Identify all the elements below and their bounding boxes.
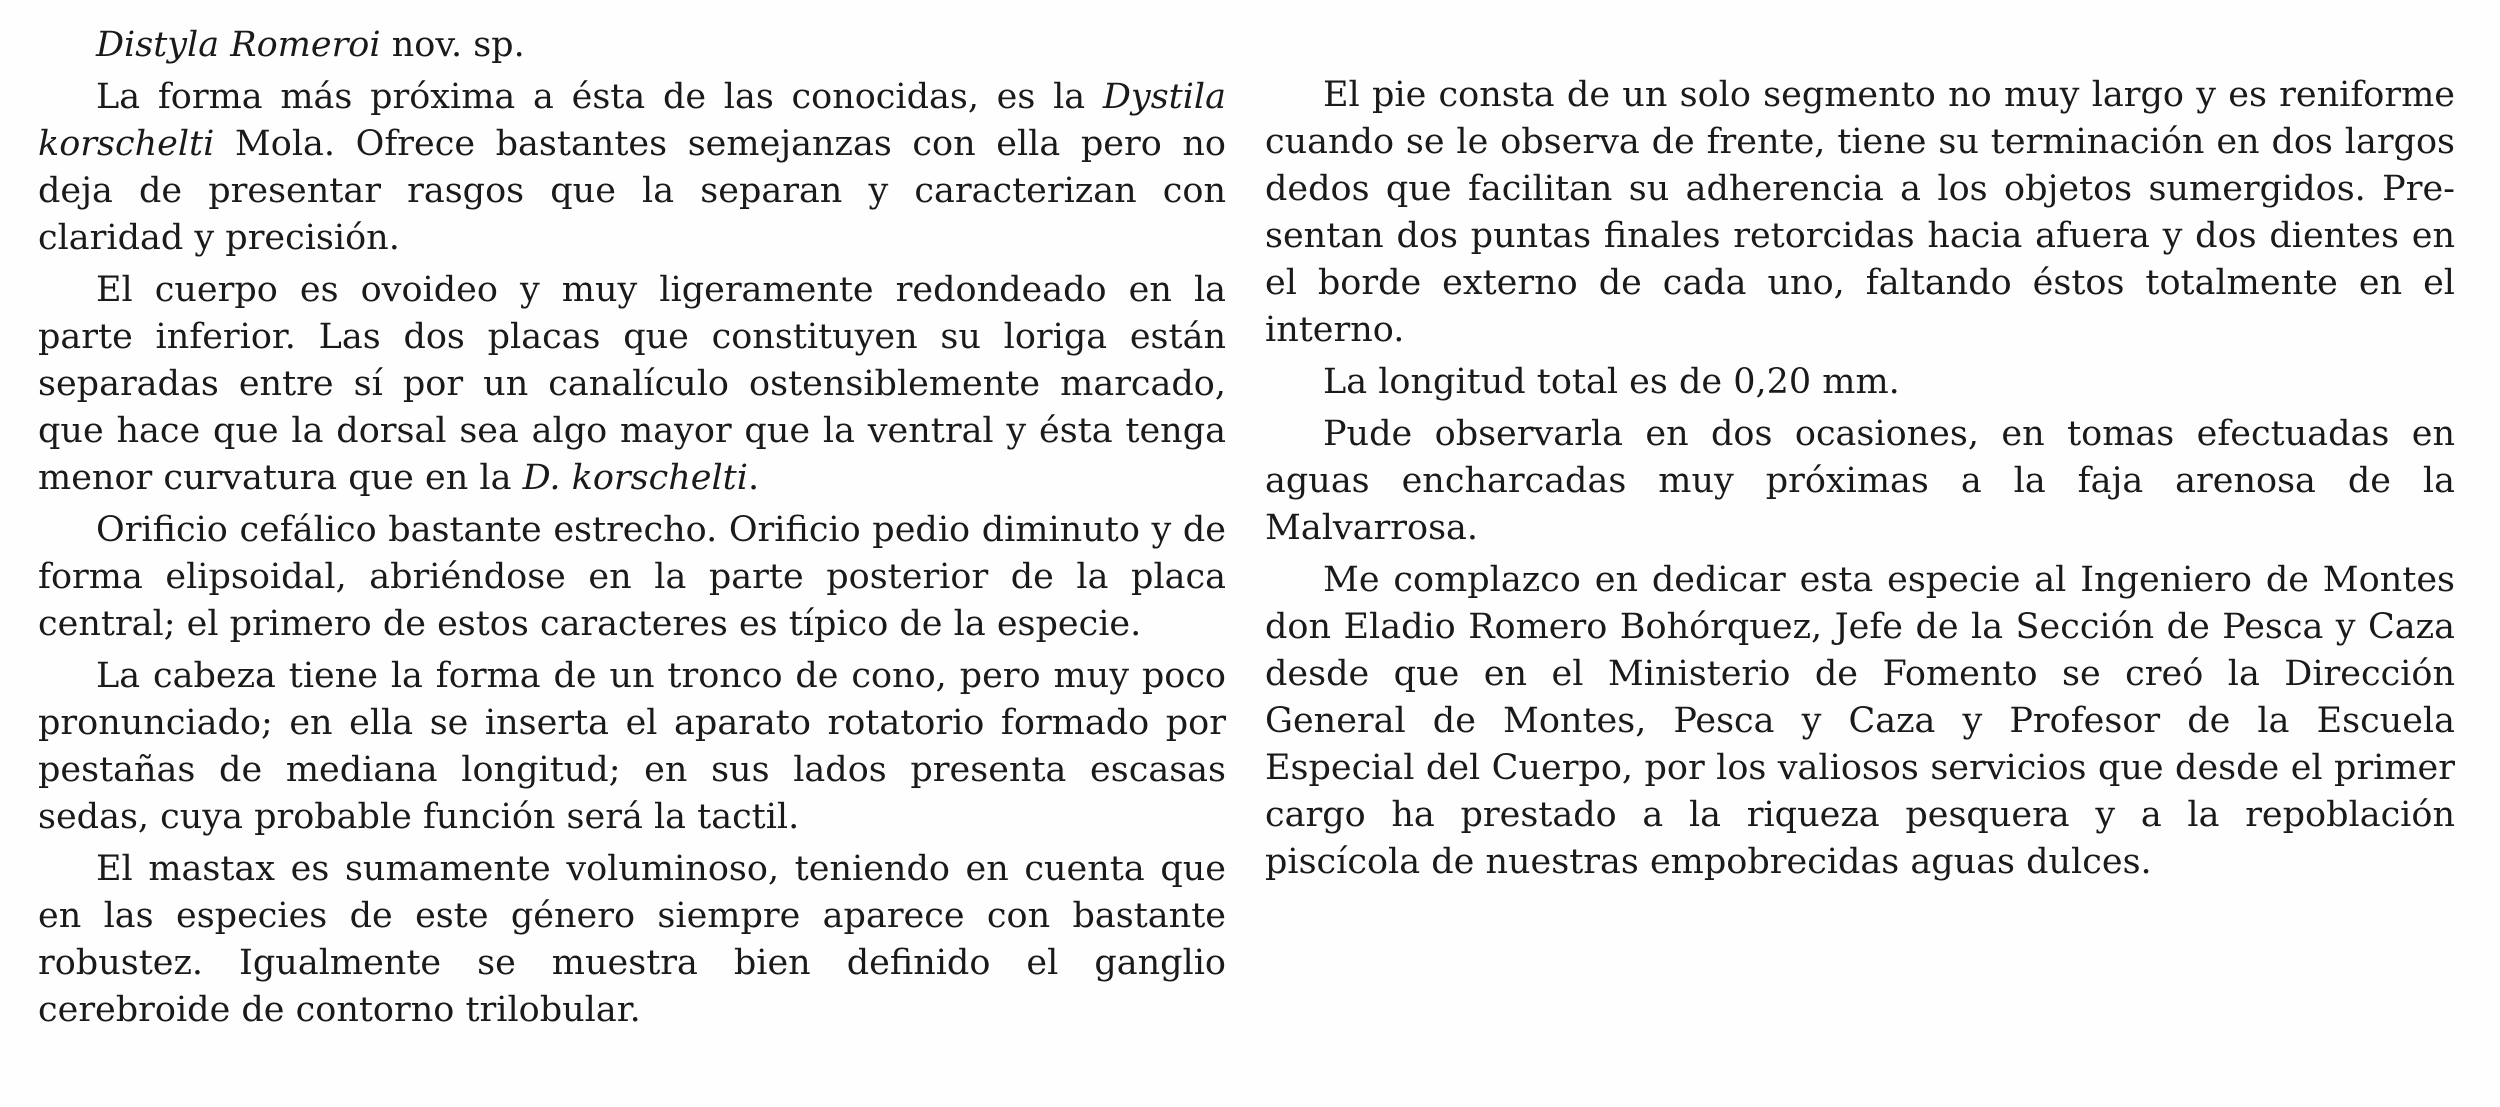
paragraph-text: El cuerpo es ovoideo y muy ligeramente redondeado en la parte inferior. Las dos placas que constituyen su loriga están separadas entre sí por un canalículo ostensiblemente marcado, que hace que la dorsal sea algo mayor que la ventral y ésta tenga menor curvatura que en la: [38, 270, 1226, 498]
species-heading: [96, 22, 1226, 69]
paragraph-head: La cabeza tiene la forma de un tronco de cono, pero muy poco pronunciado; en ella se inserta el aparato rotatorio formado por pestañas de mediana longitud; en sus lados presenta escasas sedas, cuya probable función será la tactil.: [38, 656, 1226, 837]
species-reference: Dystila korschelti: [38, 77, 1226, 164]
paragraph-comparison: [38, 74, 1226, 262]
paragraph-dedication: Me complazco en dedicar esta especie al Ingeniero de Montes don Eladio Romero Bohórquez, Jefe de la Sección de Pesca y Caza desde que en el Ministerio de Fomento se creó la Dirección General de Montes, Pesca y Caza y Profesor de la Escuela Especial del Cuerpo, por los valiosos servicios que desde el primer cargo ha prestado a la riqueza pesquera y a la repoblación piscícola de nuestras empobrecidas aguas dulces.: [1265, 560, 2455, 882]
species-scientific-name: Distyla Romeroi: [96, 25, 381, 65]
paragraph-foot: El pie consta de un solo segmento no muy largo y es reniforme cuando se le observa de frente, tiene su terminación en dos largos dedos que facilitan su adherencia a los objetos sumergidos. Presentan dos puntas finales retorcidas hacia afuera y dos dientes en el borde externo de cada uno, faltando éstos totalmente en el interno.: [1265, 75, 2455, 350]
paragraph-observation: Pude observarla en dos ocasiones, en tomas efectuadas en aguas encharcadas muy próximas a la faja arenosa de la Malvarrosa.: [1265, 414, 2455, 548]
paragraph-text: .: [747, 458, 760, 498]
left-column: [38, 22, 1226, 1039]
paragraph-length: La longitud total es de 0,20 mm.: [1323, 362, 1900, 402]
paragraph-text: La forma más próxima a ésta de las conocidas, es la: [96, 77, 1103, 117]
species-qualifier: nov. sp.: [391, 25, 525, 65]
paragraph-mastax: El mastax es sumamente voluminoso, teniendo en cuenta que en las especies de este género siempre aparece con bastante robustez. Igualmente se muestra bien definido el ganglio cerebroide de contorno trilobular.: [38, 849, 1226, 1030]
paragraph-body-shape: [38, 267, 1226, 502]
paragraph-orifices: Orificio cefálico bastante estrecho. Orificio pedio diminuto y de forma elipsoidal, abriéndose en la parte posterior de la placa central; el primero de estos caracteres es típico de la especie.: [38, 510, 1226, 644]
right-column: [1265, 72, 2455, 891]
species-reference: D. korschelti: [522, 458, 748, 498]
paragraph-text: Mola. Ofrece bastantes semejanzas con ella pero no deja de presentar rasgos que la separan y caracterizan con claridad y precisión.: [38, 124, 1226, 258]
